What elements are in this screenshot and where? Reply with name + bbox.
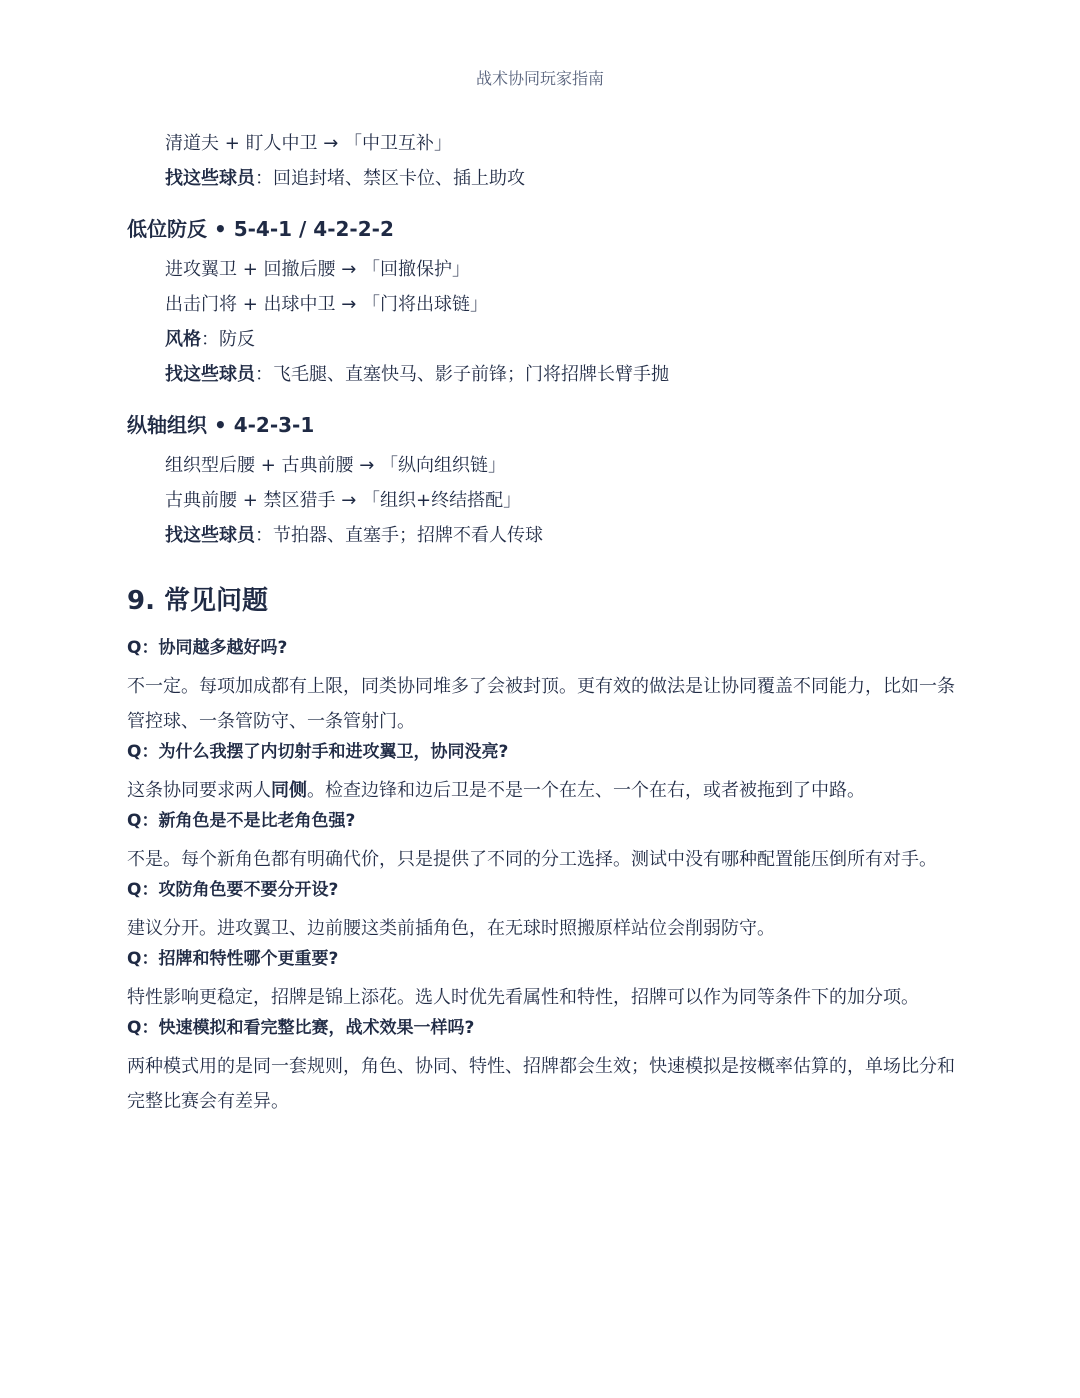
synergy-block-low-counter	[127, 214, 957, 392]
synergy-line: 组织型后腰 + 古典前腰 → 「纵向组织链」	[165, 455, 507, 476]
document-content	[127, 126, 957, 1119]
faq-item	[127, 877, 957, 946]
faq-answer-line: 建议分开。进攻翼卫、边前腰这类前插角色，在无球时照搬原样站位会削弱防守。	[127, 918, 775, 939]
synergy-line: 清道夫 + 盯人中卫 → 「中卫互补」	[165, 133, 453, 154]
synergy-block-continued	[127, 126, 957, 196]
synergy-line: 进攻翼卫 + 回撤后腰 → 「回撤保护」	[165, 259, 471, 280]
faq-question: Q：新角色是不是比老角色强?	[127, 811, 356, 831]
faq-question: Q：攻防角色要不要分开设?	[127, 880, 339, 900]
faq-section	[127, 581, 957, 1119]
synergy-block-vertical-axis	[127, 410, 957, 553]
find-players-line	[127, 518, 957, 553]
faq-answer-line: 两种模式用的是同一套规则，角色、协同、特性、招牌都会生效；快速模拟是按概率估算的，单场比分和	[127, 1056, 955, 1077]
faq-answer-text: 。检查边锋和边后卫是不是一个在左、一个在右，或者被拖到了中路。	[307, 780, 865, 801]
faq-question: Q：快速模拟和看完整比赛，战术效果一样吗?	[127, 1018, 475, 1038]
synergy-line: 出击门将 + 出球中卫 → 「门将出球链」	[165, 294, 489, 315]
running-header: 战术协同玩家指南	[475, 69, 604, 88]
find-players-label: 找这些球员	[165, 525, 255, 546]
find-players-text: ：节拍器、直塞手；招牌不看人传球	[255, 525, 543, 546]
find-players-text: ：回追封堵、禁区卡位、插上助攻	[255, 168, 525, 189]
faq-question: Q：为什么我摆了内切射手和进攻翼卫，协同没亮?	[127, 742, 509, 762]
style-line	[127, 322, 957, 357]
faq-answer-emphasis: 同侧	[271, 780, 307, 801]
faq-answer-line: 完整比赛会有差异。	[127, 1091, 289, 1112]
section-heading: 9. 常见问题	[127, 586, 269, 616]
tactic-heading: 纵轴组织 • 4-2-3-1	[127, 413, 315, 437]
faq-answer-line	[127, 773, 957, 808]
faq-question: Q：协同越多越好吗?	[127, 638, 288, 658]
find-players-line	[127, 161, 957, 196]
faq-question: Q：招牌和特性哪个更重要?	[127, 949, 339, 969]
style-text: ：防反	[201, 329, 255, 350]
faq-item	[127, 739, 957, 808]
faq-answer-line: 管控球、一条管防守、一条管射门。	[127, 711, 415, 732]
faq-answer-line: 不是。每个新角色都有明确代价，只是提供了不同的分工选择。测试中没有哪种配置能压倒所有对手。	[127, 849, 937, 870]
find-players-label: 找这些球员	[165, 364, 255, 385]
find-players-label: 找这些球员	[165, 168, 255, 189]
faq-item	[127, 1015, 957, 1119]
find-players-line	[127, 357, 957, 392]
find-players-text: ：飞毛腿、直塞快马、影子前锋；门将招牌长臂手抛	[255, 364, 669, 385]
faq-answer-line: 不一定。每项加成都有上限，同类协同堆多了会被封顶。更有效的做法是让协同覆盖不同能力，比如一条	[127, 676, 955, 697]
synergy-line: 古典前腰 + 禁区猎手 → 「组织+终结搭配」	[165, 490, 522, 511]
faq-answer-text: 这条协同要求两人	[127, 780, 271, 801]
faq-item	[127, 808, 957, 877]
tactic-heading: 低位防反 • 5-4-1 / 4-2-2-2	[127, 217, 394, 241]
faq-item	[127, 635, 957, 739]
faq-answer-line: 特性影响更稳定，招牌是锦上添花。选人时优先看属性和特性，招牌可以作为同等条件下的加分项。	[127, 987, 919, 1008]
style-label: 风格	[165, 329, 201, 350]
faq-item	[127, 946, 957, 1015]
